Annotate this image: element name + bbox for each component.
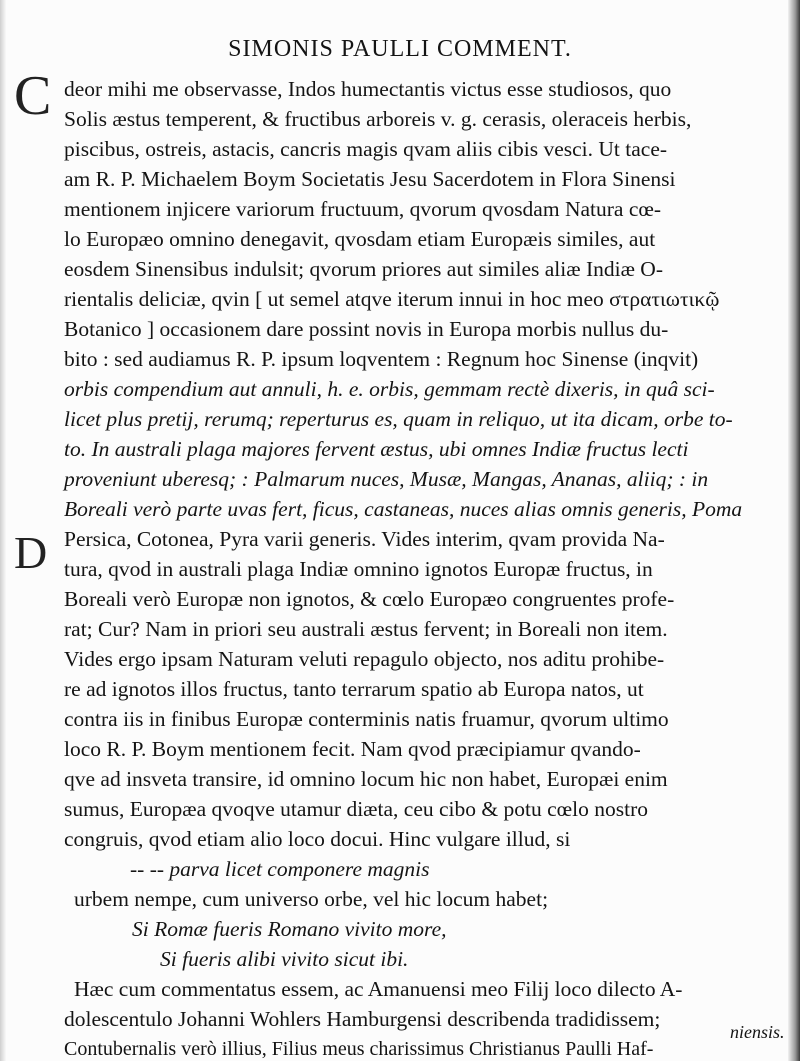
text-line: sumus, Europæa qvoqve utamur diæta, ceu cibo & potu cœlo nostro [64,797,648,821]
drop-initial-c: C [14,65,52,127]
text-line: contra iis in finibus Europæ conterminis natis fruamur, qvorum ultimo [64,707,669,731]
text-line: Contubernalis verò illius, Filius meus charissimus Christianus Paulli Haf- [64,1038,654,1060]
page-edge-shadow [788,0,800,1061]
page-gutter-shadow [0,0,6,1061]
text-line: piscibus, ostreis, astacis, cancris magis qvam aliis cibis vesci. Ut tace- [64,137,668,161]
text-line: Vides ergo ipsam Naturam veluti repagulo objecto, nos aditu prohibe- [64,647,665,671]
text-line-italic: proveniunt uberesq; : Palmarum nuces, Musæ, Mangas, Ananas, aliiq; : in [64,467,709,491]
drop-initial-d: D [14,527,48,578]
text-line-italic: to. In australi plaga majores fervent æstus, ubi omnes Indiæ fructus lecti [64,437,689,461]
verse-line: Si fueris alibi vivito sicut ibi. [160,947,409,971]
verse-line: Si Romæ fueris Romano vivito more, [132,917,447,941]
text-line: lo Europæo omnino denegavit, qvosdam etiam Europæis similes, aut [64,227,656,251]
running-head: SIMONIS PAULLI COMMENT. [228,36,572,62]
text-line-italic: licet plus pretij, rerumq; reperturus es, quam in reliquo, ut ita dicam, orbe to- [64,407,733,431]
text-line: Solis æstus temperent, & fructibus arboreis v. g. cerasis, oleraceis herbis, [64,107,692,131]
text-line: dolescentulo Johanni Wohlers Hamburgensi describenda tradidissem; [64,1007,661,1031]
text-line: tura, qvod in australi plaga Indiæ omnino ignotos Europæ fructus, in [64,557,653,581]
text-line: bito : sed audiamus R. P. ipsum loqventem : Regnum hoc Sinense (inqvit) [64,347,699,371]
text-line: re ad ignotos illos fructus, tanto terrarum spatio ab Europa natos, ut [64,677,644,701]
text-line: urbem nempe, cum universo orbe, vel hic locum habet; [74,887,549,911]
text-line: congruis, qvod etiam alio loco docui. Hinc vulgare illud, si [64,827,571,851]
text-line: Boreali verò Europæ non ignotos, & cœlo Europæo congruentes profe- [64,587,675,611]
text-line-italic: orbis compendium aut annuli, h. e. orbis, gemmam rectè dixeris, in quâ sci- [64,377,715,401]
text-line: Persica, Cotonea, Pyra varii generis. Vides interim, qvam provida Na- [64,527,665,551]
text-line-italic: Boreali verò parte uvas fert, ficus, castaneas, nuces alias omnis generis, Poma [64,497,743,521]
catchword: niensis. [730,1022,785,1042]
verse-line: -- -- parva licet componere magnis [130,857,430,881]
text-line: qve ad insveta transire, id omnino locum hic non habet, Europæi enim [64,767,668,791]
text-line: deor mihi me observasse, Indos humectantis victus esse studiosos, quo [64,77,672,101]
text-line: eosdem Sinensibus indulsit; qvorum priores aut similes aliæ Indiæ O- [64,257,663,281]
text-line: loco R. P. Boym mentionem fecit. Nam qvod præcipiamur qvando- [64,737,641,761]
text-line: am R. P. Michaelem Boym Societatis Jesu Sacerdotem in Flora Sinensi [64,167,676,191]
text-line: rat; Cur? Nam in priori seu australi æstus fervent; in Boreali non item. [64,617,668,641]
text-line: mentionem injicere variorum fructuum, qvorum qvosdam Natura cœ- [64,197,662,221]
text-line: rientalis deliciæ, qvin [ ut semel atqve iterum innui in hoc meo στρατιωτικῷ [64,287,720,311]
text-line: Botanico ] occasionem dare possint novis in Europa morbis nullus du- [64,317,669,341]
text-line: Hæc cum commentatus essem, ac Amanuensi meo Filij loco dilecto A- [74,977,683,1001]
